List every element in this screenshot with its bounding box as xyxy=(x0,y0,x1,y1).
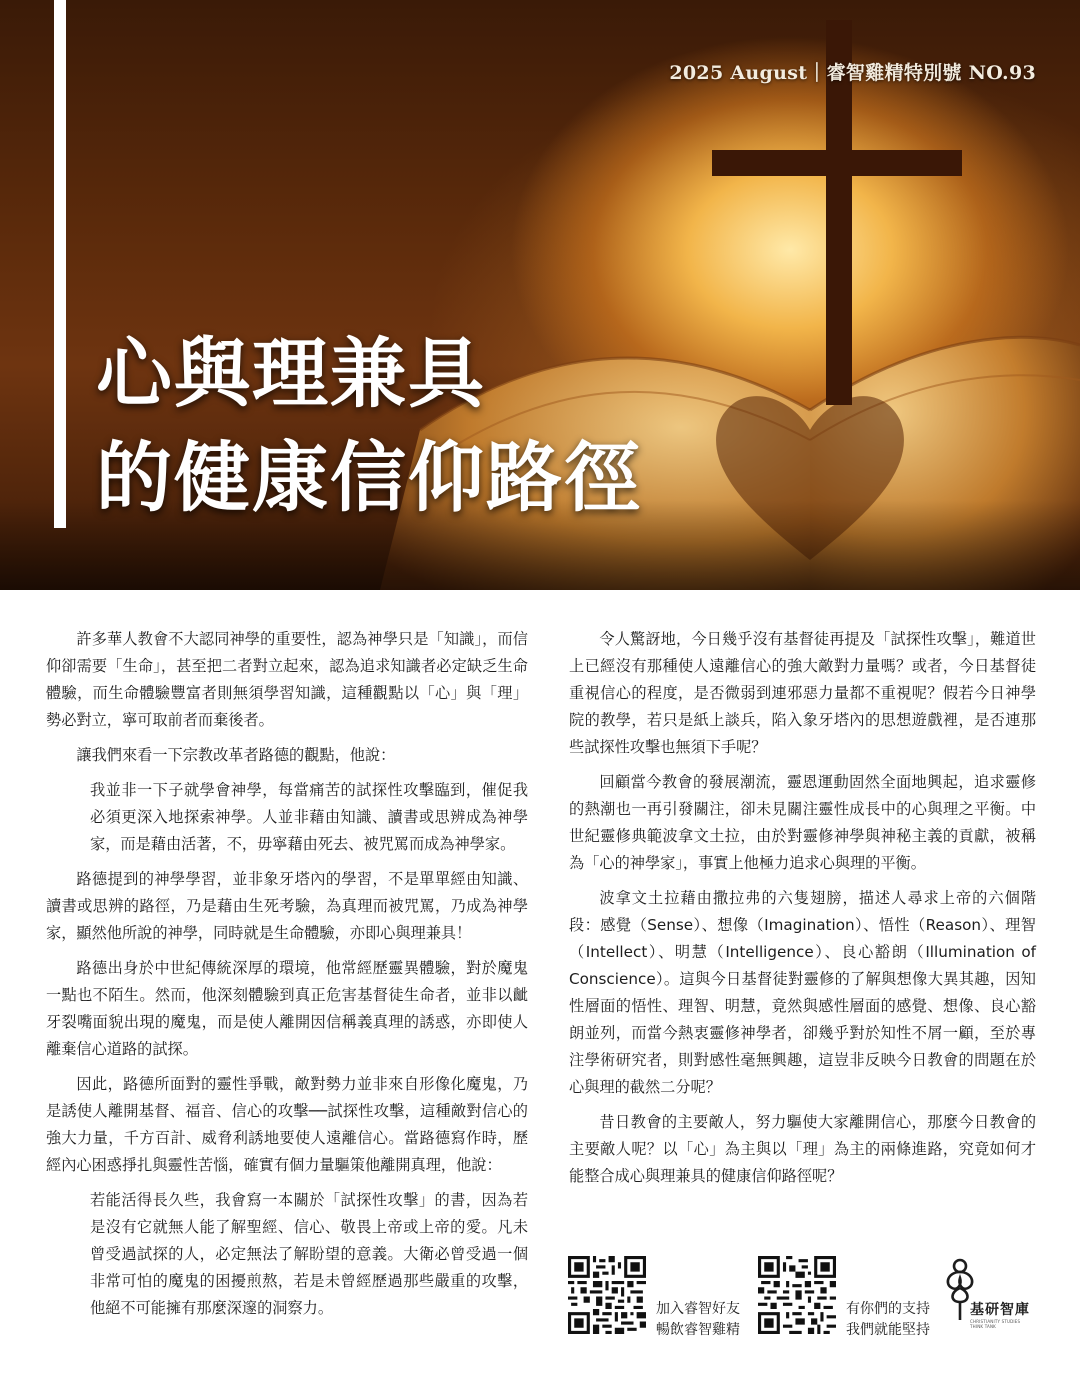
quote-paragraph: 我並非一下子就學會神學，每當痛苦的試探性攻擊臨到，催促我必須更深入地探索神學。人並非藉由知識、讀書或思辨成為神學家，而是藉由活著，不，毋寧藉由死去、被咒罵而成為神學家。 xyxy=(90,781,528,853)
article-right-column xyxy=(569,626,1036,1198)
paragraph: 昔日教會的主要敵人，努力驅使大家離開信心，那麼今日教會的主要敵人呢？以「心」為主與以「理」為主的兩條進路，究竟如何才能整合成心與理兼具的健康信仰路徑呢？ xyxy=(569,1113,1036,1185)
join-caption-line-1: 加入睿智好友 xyxy=(656,1301,740,1317)
paragraph: 因此，路德所面對的靈性爭戰，敵對勢力並非來自形像化魔鬼，乃是誘使人離開基督、福音、信心的攻擊──試探性攻擊，這種敵對信心的強大力量，千方百計、威脅利誘地要使人遠離信心。當路德寫作時，歷經內心困惑掙扎與靈性苦惱，確實有個力量驅策他離開真理，他說： xyxy=(46,1075,528,1174)
logo-name: 基研智庫 xyxy=(970,1302,1030,1318)
logo-subtitle: CHRISTIANITY STUDIES THINK TANK xyxy=(970,1319,1021,1329)
support-caption-line-2: 我們就能堅持 xyxy=(846,1322,930,1338)
title-line-2: 的健康信仰路徑 xyxy=(96,433,642,522)
join-caption xyxy=(656,1299,740,1341)
paragraph: 路德出身於中世紀傳統深厚的環境，他常經歷靈異體驗，對於魔鬼一點也不陌生。然而，他深刻體驗到真正危害基督徒生命者，並非以齜牙裂嘴面貌出現的魔鬼，而是使人離開因信稱義真理的誘惑，亦即使人離棄信心道路的試探。 xyxy=(46,959,528,1058)
paragraph: 讓我們來看一下宗教改革者路德的觀點，他說： xyxy=(76,746,396,764)
support-caption-line-1: 有你們的支持 xyxy=(846,1301,930,1317)
paragraph: 令人驚訝地，今日幾乎沒有基督徒再提及「試探性攻擊」，難道世上已經沒有那種使人遠離信心的強大敵對力量嗎？或者，今日基督徒重視信心的程度，是否微弱到連邪惡力量都不重視呢？假若今日神學院的教學，若只是紙上談兵，陷入象牙塔內的思想遊戲裡，是否連那些試探性攻擊也無須下手呢？ xyxy=(569,630,1036,756)
page-title xyxy=(96,322,642,530)
issue-label: 2025 August｜睿智雞精特別號 NO.93 xyxy=(669,62,1036,84)
qr-code-join[interactable] xyxy=(568,1256,646,1334)
title-line-1: 心與理兼具 xyxy=(96,329,486,418)
hero-banner xyxy=(0,0,1080,590)
join-caption-line-2: 暢飲睿智雞精 xyxy=(656,1322,740,1338)
accent-bar xyxy=(54,0,66,528)
article-left-column xyxy=(46,626,528,1330)
paragraph: 回顧當今教會的發展潮流，靈恩運動固然全面地興起，追求靈修的熱潮也一再引發關注，卻未見關注靈性成長中的心與理之平衡。中世紀靈修典範波拿文土拉，由於對靈修神學與神秘主義的貢獻，被稱為「心的神學家」，事實上他極力追求心與理的平衡。 xyxy=(569,773,1036,872)
qr-code-support[interactable] xyxy=(758,1256,836,1334)
support-caption xyxy=(846,1299,930,1341)
paragraph: 路德提到的神學學習，並非象牙塔內的學習，不是單單經由知識、讀書或思辨的路徑，乃是藉由生死考驗，為真理而被咒罵，乃成為神學家，顯然他所說的神學，同時就是生命體驗，亦即心與理兼具！ xyxy=(46,870,528,942)
quote-paragraph: 若能活得長久些，我會寫一本關於「試探性攻擊」的書，因為若是沒有它就無人能了解聖經、信心、敬畏上帝或上帝的愛。凡未曾受過試探的人，必定無法了解盼望的意義。大衛必曾受過一個非常可怕的魔鬼的困擾煎熬，若是未曾經歷過那些嚴重的攻擊，他絕不可能擁有那麼深邃的洞察力。 xyxy=(90,1191,528,1317)
paragraph: 波拿文土拉藉由撒拉弗的六隻翅膀，描述人尋求上帝的六個階段：感覺（Sense）、想像（Imagination）、悟性（Reason）、理智（Intellect）、明慧（Intelligence）、良心豁朗（Illumination of Conscience）。這與今日基督徒對靈修的了解與想像大異其趣，因知性層面的悟性、理智、明慧，竟然與感性層面的感覺、想像、良心豁朗並列，而當今熱衷靈修神學者，卻幾乎對於知性不屑一顧，至於專注學術研究者，則對感性毫無興趣，這豈非反映今日教會的問題在於心與理的截然二分呢？ xyxy=(569,889,1036,1096)
paragraph: 許多華人教會不大認同神學的重要性，認為神學只是「知識」，而信仰卻需要「生命」，甚至把二者對立起來，認為追求知識者必定缺乏生命體驗，而生命體驗豐富者則無須學習知識，這種觀點以「心」與「理」勢必對立，寧可取前者而棄後者。 xyxy=(46,630,528,729)
